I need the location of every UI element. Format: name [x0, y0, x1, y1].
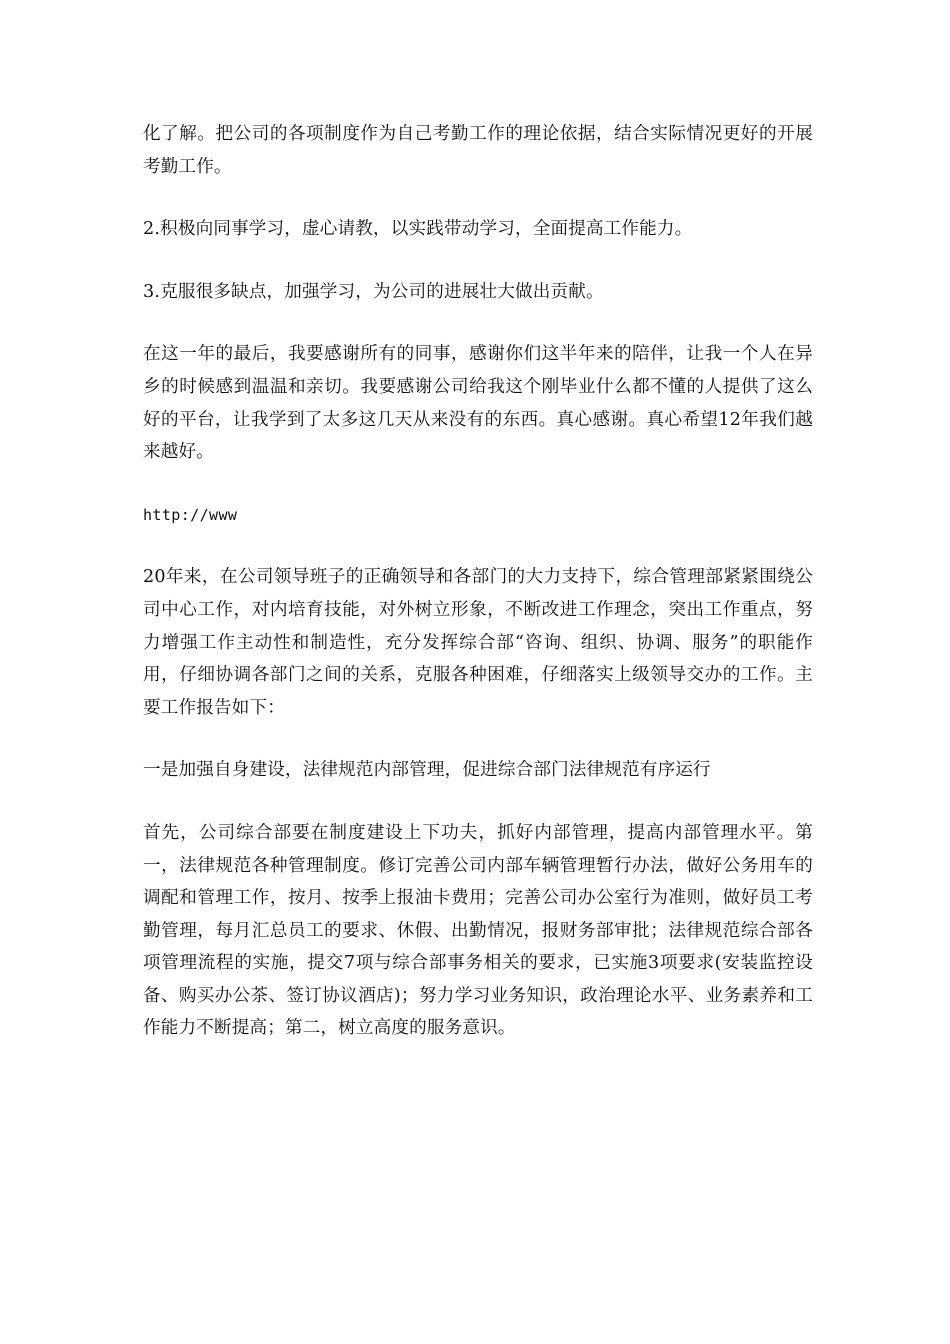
paragraph-item-3: 3.克服很多缺点，加强学习，为公司的进展壮大做出贡献。 — [143, 281, 604, 302]
paragraph-item-2: 2.积极向同事学习，虚心请教，以实践带动学习，全面提高工作能力。 — [143, 219, 693, 240]
paragraph-20-years: 20年来，在公司领导班子的正确领导和各部门的大力支持下，综合管理部紧紧围绕公司中心工作，对内培育技能，对外树立形象，不断改进工作理念，突出工作重点，努力增强工作主动性和制造性，充分发挥综合部“咨询、组织、协调、服务”的职能作用，仔细协调各部门之间的关系，克服各种困难，仔细落实上级领导交办的工作。主要工作报告如下： — [143, 567, 813, 718]
paragraph-url: http://www — [143, 505, 238, 524]
document-body — [143, 118, 813, 1075]
paragraph-attendance-basis: 化了解。把公司的各项制度作为自己考勤工作的理论依据，结合实际情况更好的开展考勤工作。 — [143, 124, 813, 177]
paragraph-first-of-all: 首先，公司综合部要在制度建设上下功夫，抓好内部管理，提高内部管理水平。第一，法律规范各种管理制度。修订完善公司内部车辆管理暂行办法，做好公务用车的调配和管理工作，按月、按季上报油卡费用；完善公司办公室行为准则，做好员工考勤管理，每月汇总员工的要求、休假、出勤情况，报财务部审批；法律规范综合部各项管理流程的实施，提交7项与综合部事务相关的要求，已实施3项要求(安装监控设备、购买办公茶、签订协议酒店)；努力学习业务知识，政治理论水平、业务素养和工作能力不断提高；第二，树立高度的服务意识。 — [143, 822, 813, 1039]
paragraph-thanks: 在这一年的最后，我要感谢所有的同事，感谢你们这半年来的陪伴，让我一个人在异乡的时候感到温温和亲切。我要感谢公司给我这个刚毕业什么都不懂的人提供了这么好的平台，让我学到了太多这几天从来没有的东西。真心感谢。真心希望12年我们越来越好。 — [143, 344, 813, 463]
paragraph-section-heading: 一是加强自身建设，法律规范内部管理，促进综合部门法律规范有序运行 — [143, 760, 711, 781]
